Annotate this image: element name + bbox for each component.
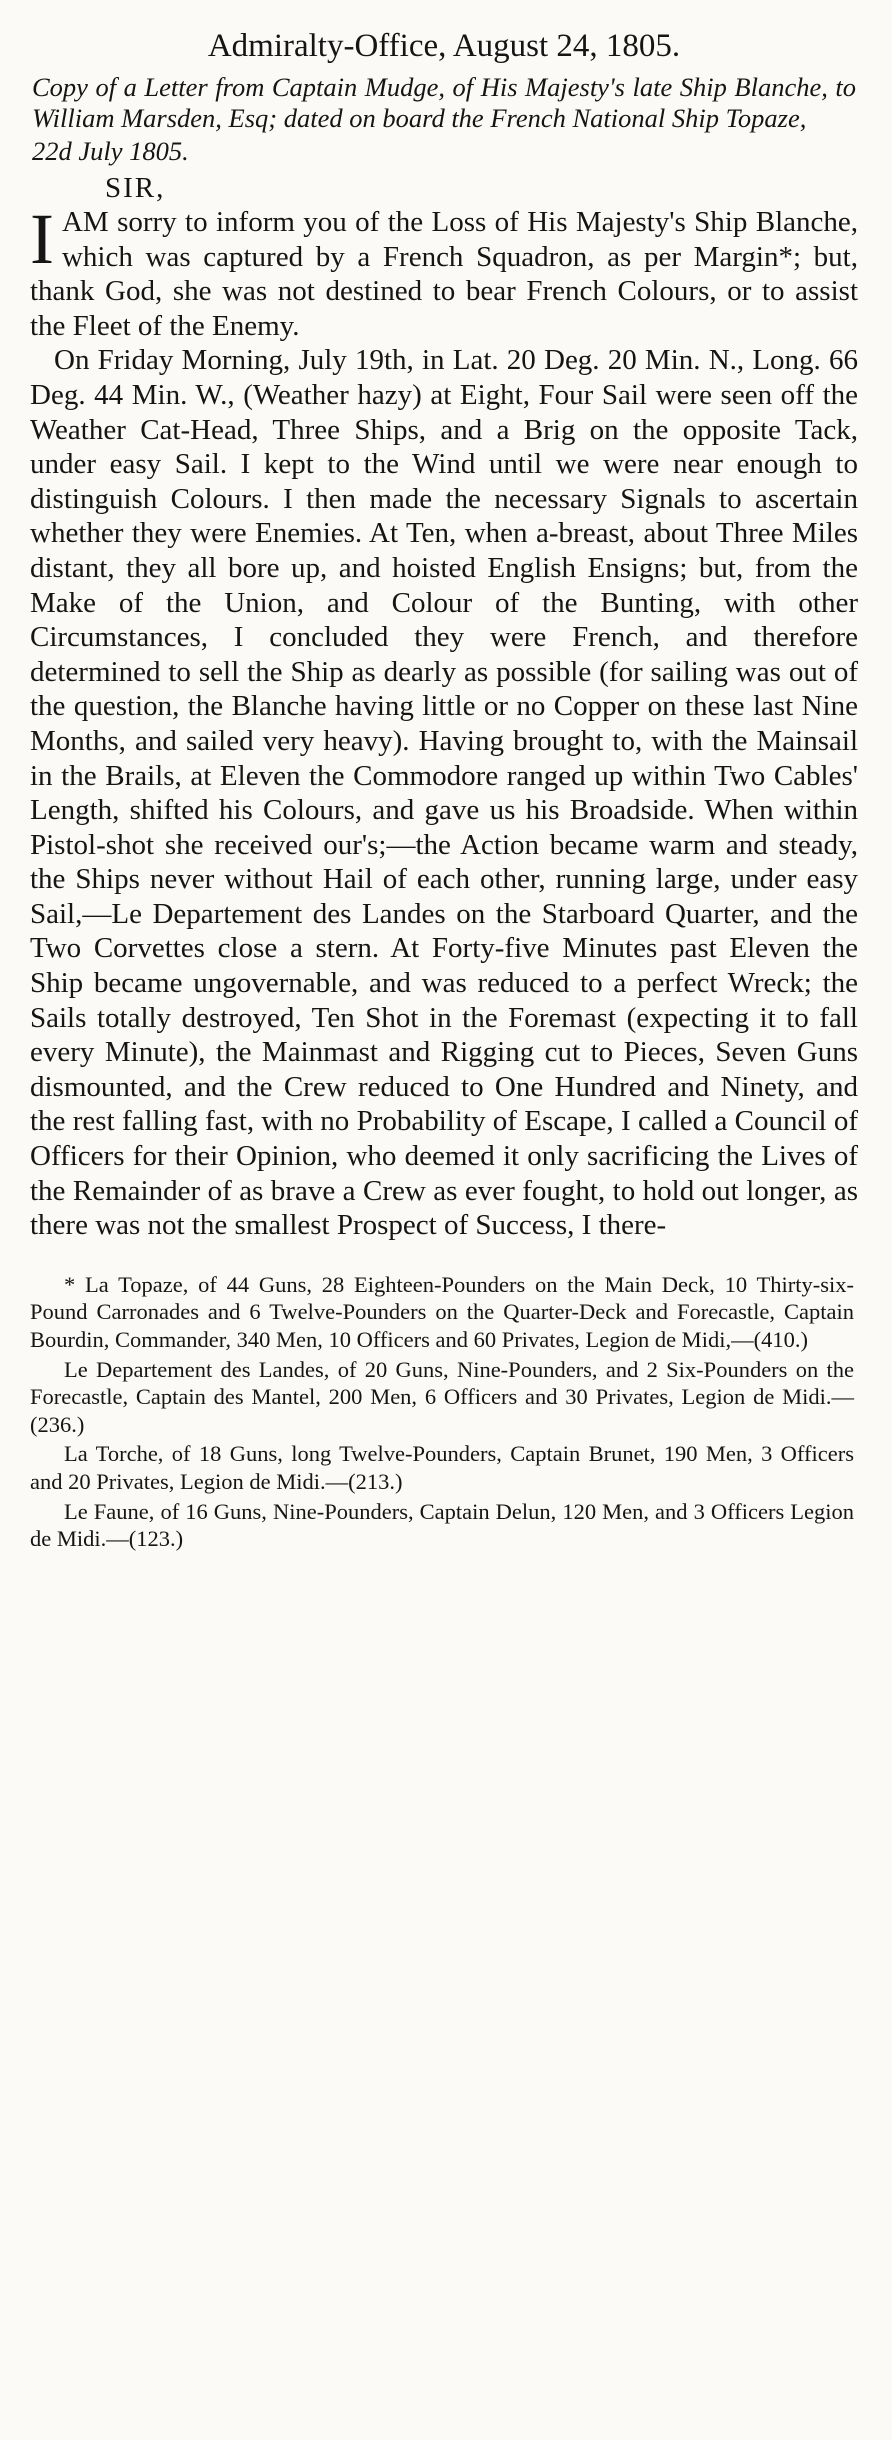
footnotes xyxy=(30,1271,854,1553)
footnote-landes: Le Departement des Landes, of 20 Guns, Nine-Pounders, and 2 Six-Pounders on the Forecastle, Captain des Mantel, 200 Men, 6 Officers and 30 Privates, Legion de Midi.—(236.) xyxy=(30,1356,854,1437)
letter-body xyxy=(30,199,858,1243)
paragraph-2: On Friday Morning, July 19th, in Lat. 20 Deg. 20 Min. N., Long. 66 Deg. 44 Min. W., (Weather hazy) at Eight, Four Sail were seen off the Weather Cat-Head, Three Ships, and a Brig on the opposite Tack, under easy Sail. I kept to the Wind until we were near enough to distinguish Colours. I then made the necessary Signals to ascertain whether they were Enemies. At Ten, when a-breast, about Three Miles distant, they all bore up, and hoisted English Ensigns; but, from the Make of the Union, and Colour of the Bunting, with other Circumstances, I concluded they were French, and therefore determined to sell the Ship as dearly as possible (for sailing was out of the question, the Blanche having little or no Copper on these last Nine Months, and sailed very heavy). Having brought to, with the Mainsail in the Brails, at Eleven the Commodore ranged up within Two Cables' Length, shifted his Colours, and gave us his Broadside. When within Pistol-shot she received our's;—the Action became warm and steady, the Ships never without Hail of each other, running large, under easy Sail,—Le Departement des Landes on the Starboard Quarter, and the Two Corvettes close a stern. At Forty-five Minutes past Eleven the Ship became ungovernable, and was reduced to a perfect Wreck; the Sails totally destroyed, Ten Shot in the Foremast (expecting it to fall every Minute), the Mainmast and Rigging cut to Pieces, Seven Guns dismounted, and the Crew reduced to One Hundred and Ninety, and the rest falling fast, with no Probability of Escape, I called a Council of Officers for their Opinion, who deemed it only sacrificing the Lives of the Remainder of as brave a Crew as ever fought, to hold out longer, as there was not the smallest Prospect of Success, I there- xyxy=(30,344,858,1242)
letter-date: 22d July 1805. xyxy=(32,136,189,166)
paragraph-1-text: AM sorry to inform you of the Loss of His Majesty's Ship Blanche, which was captured by a French Squadron, as per Margin*; but, thank God, she was not destined to bear French Colours, or to assist the Fleet of the Enemy. xyxy=(30,206,858,342)
letter-subheading: Copy of a Letter from Captain Mudge, of His Majesty's late Ship Blanche, to William Marsden, Esq; dated on board the French National Ship Topaze, xyxy=(32,72,856,133)
drop-cap: I xyxy=(30,199,54,279)
page-heading: Admiralty-Office, August 24, 1805. xyxy=(207,28,681,64)
footnote-torche: La Torche, of 18 Guns, long Twelve-Pounders, Captain Brunet, 190 Men, 3 Officers and 20 Privates, Legion de Midi.—(213.) xyxy=(30,1441,854,1494)
footnote-topaze: * La Topaze, of 44 Guns, 28 Eighteen-Pounders on the Main Deck, 10 Thirty-six-Pound Carronades and 6 Twelve-Pounders on the Quarter-Deck and Forecastle, Captain Bourdin, Commander, 340 Men, 10 Officers and 60 Privates, Legion de Midi,—(410.) xyxy=(30,1271,854,1352)
salutation: SIR, xyxy=(105,172,166,204)
footnote-faune: Le Faune, of 16 Guns, Nine-Pounders, Captain Delun, 120 Men, and 3 Officers Legion de Midi.—(123.) xyxy=(30,1498,854,1552)
paragraph-1 xyxy=(30,199,858,343)
